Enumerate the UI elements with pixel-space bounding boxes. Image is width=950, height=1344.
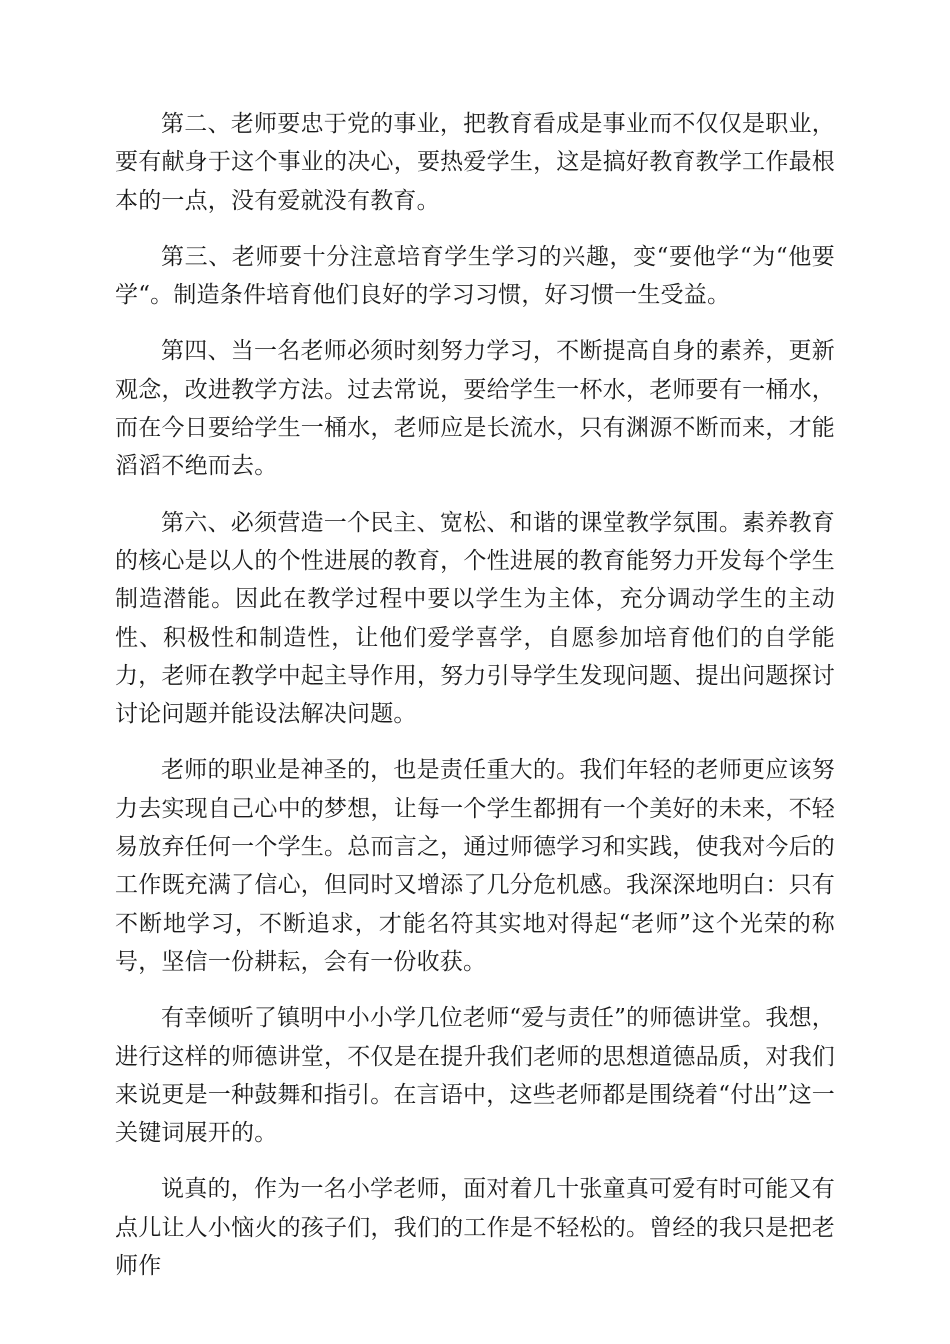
paragraph-5: 老师的职业是神圣的，也是责任重大的。我们年轻的老师更应该努力去实现自己心中的梦想，让每一个学生都拥有一个美好的未来，不轻易放弃任何一个学生。总而言之，通过师德学习和实践，使我对今后的工作既充满了信心，但同时又增添了几分危机感。我深深地明白：只有不断地学习，不断追求，才能名符其实地对得起“老师”这个光荣的称号，坚信一份耕耘，会有一份收获。 [115, 757, 835, 975]
paragraph-2: 第三、老师要十分注意培育学生学习的兴趣，变“要他学“为“他要学“。制造条件培育他们良好的学习习惯，好习惯一生受益。 [115, 243, 835, 309]
document-page [115, 105, 835, 1303]
paragraph-4: 第六、必须营造一个民主、宽松、和谐的课堂教学氛围。素养教育的核心是以人的个性进展的教育，个性进展的教育能努力开发每个学生制造潜能。因此在教学过程中要以学生为主体，充分调动学生的主动性、积极性和制造性，让他们爱学喜学，自愿参加培育他们的自学能力，老师在教学中起主导作用，努力引导学生发现问题、提出问题探讨讨论问题并能设法解决问题。 [115, 509, 835, 728]
paragraph-1: 第二、老师要忠于党的事业，把教育看成是事业而不仅仅是职业，要有献身于这个事业的决心，要热爱学生，这是搞好教育教学工作最根本的一点，没有爱就没有教育。 [115, 111, 835, 214]
paragraph-6: 有幸倾听了镇明中小小学几位老师“爱与责任”的师德讲堂。我想，进行这样的师德讲堂，不仅是在提升我们老师的思想道德品质，对我们来说更是一种鼓舞和指引。在言语中，这些老师都是围绕着“付出”这一关键词展开的。 [115, 1005, 835, 1147]
paragraph-7: 说真的，作为一名小学老师，面对着几十张童真可爱有时可能又有点儿让人小恼火的孩子们，我们的工作是不轻松的。曾经的我只是把老师作 [115, 1176, 835, 1280]
paragraph-3: 第四、当一名老师必须时刻努力学习，不断提高自身的素养，更新观念，改进教学方法。过去常说，要给学生一杯水，老师要有一桶水，而在今日要给学生一桶水，老师应是长流水，只有渊源不断而来，才能滔滔不绝而去。 [115, 338, 835, 480]
